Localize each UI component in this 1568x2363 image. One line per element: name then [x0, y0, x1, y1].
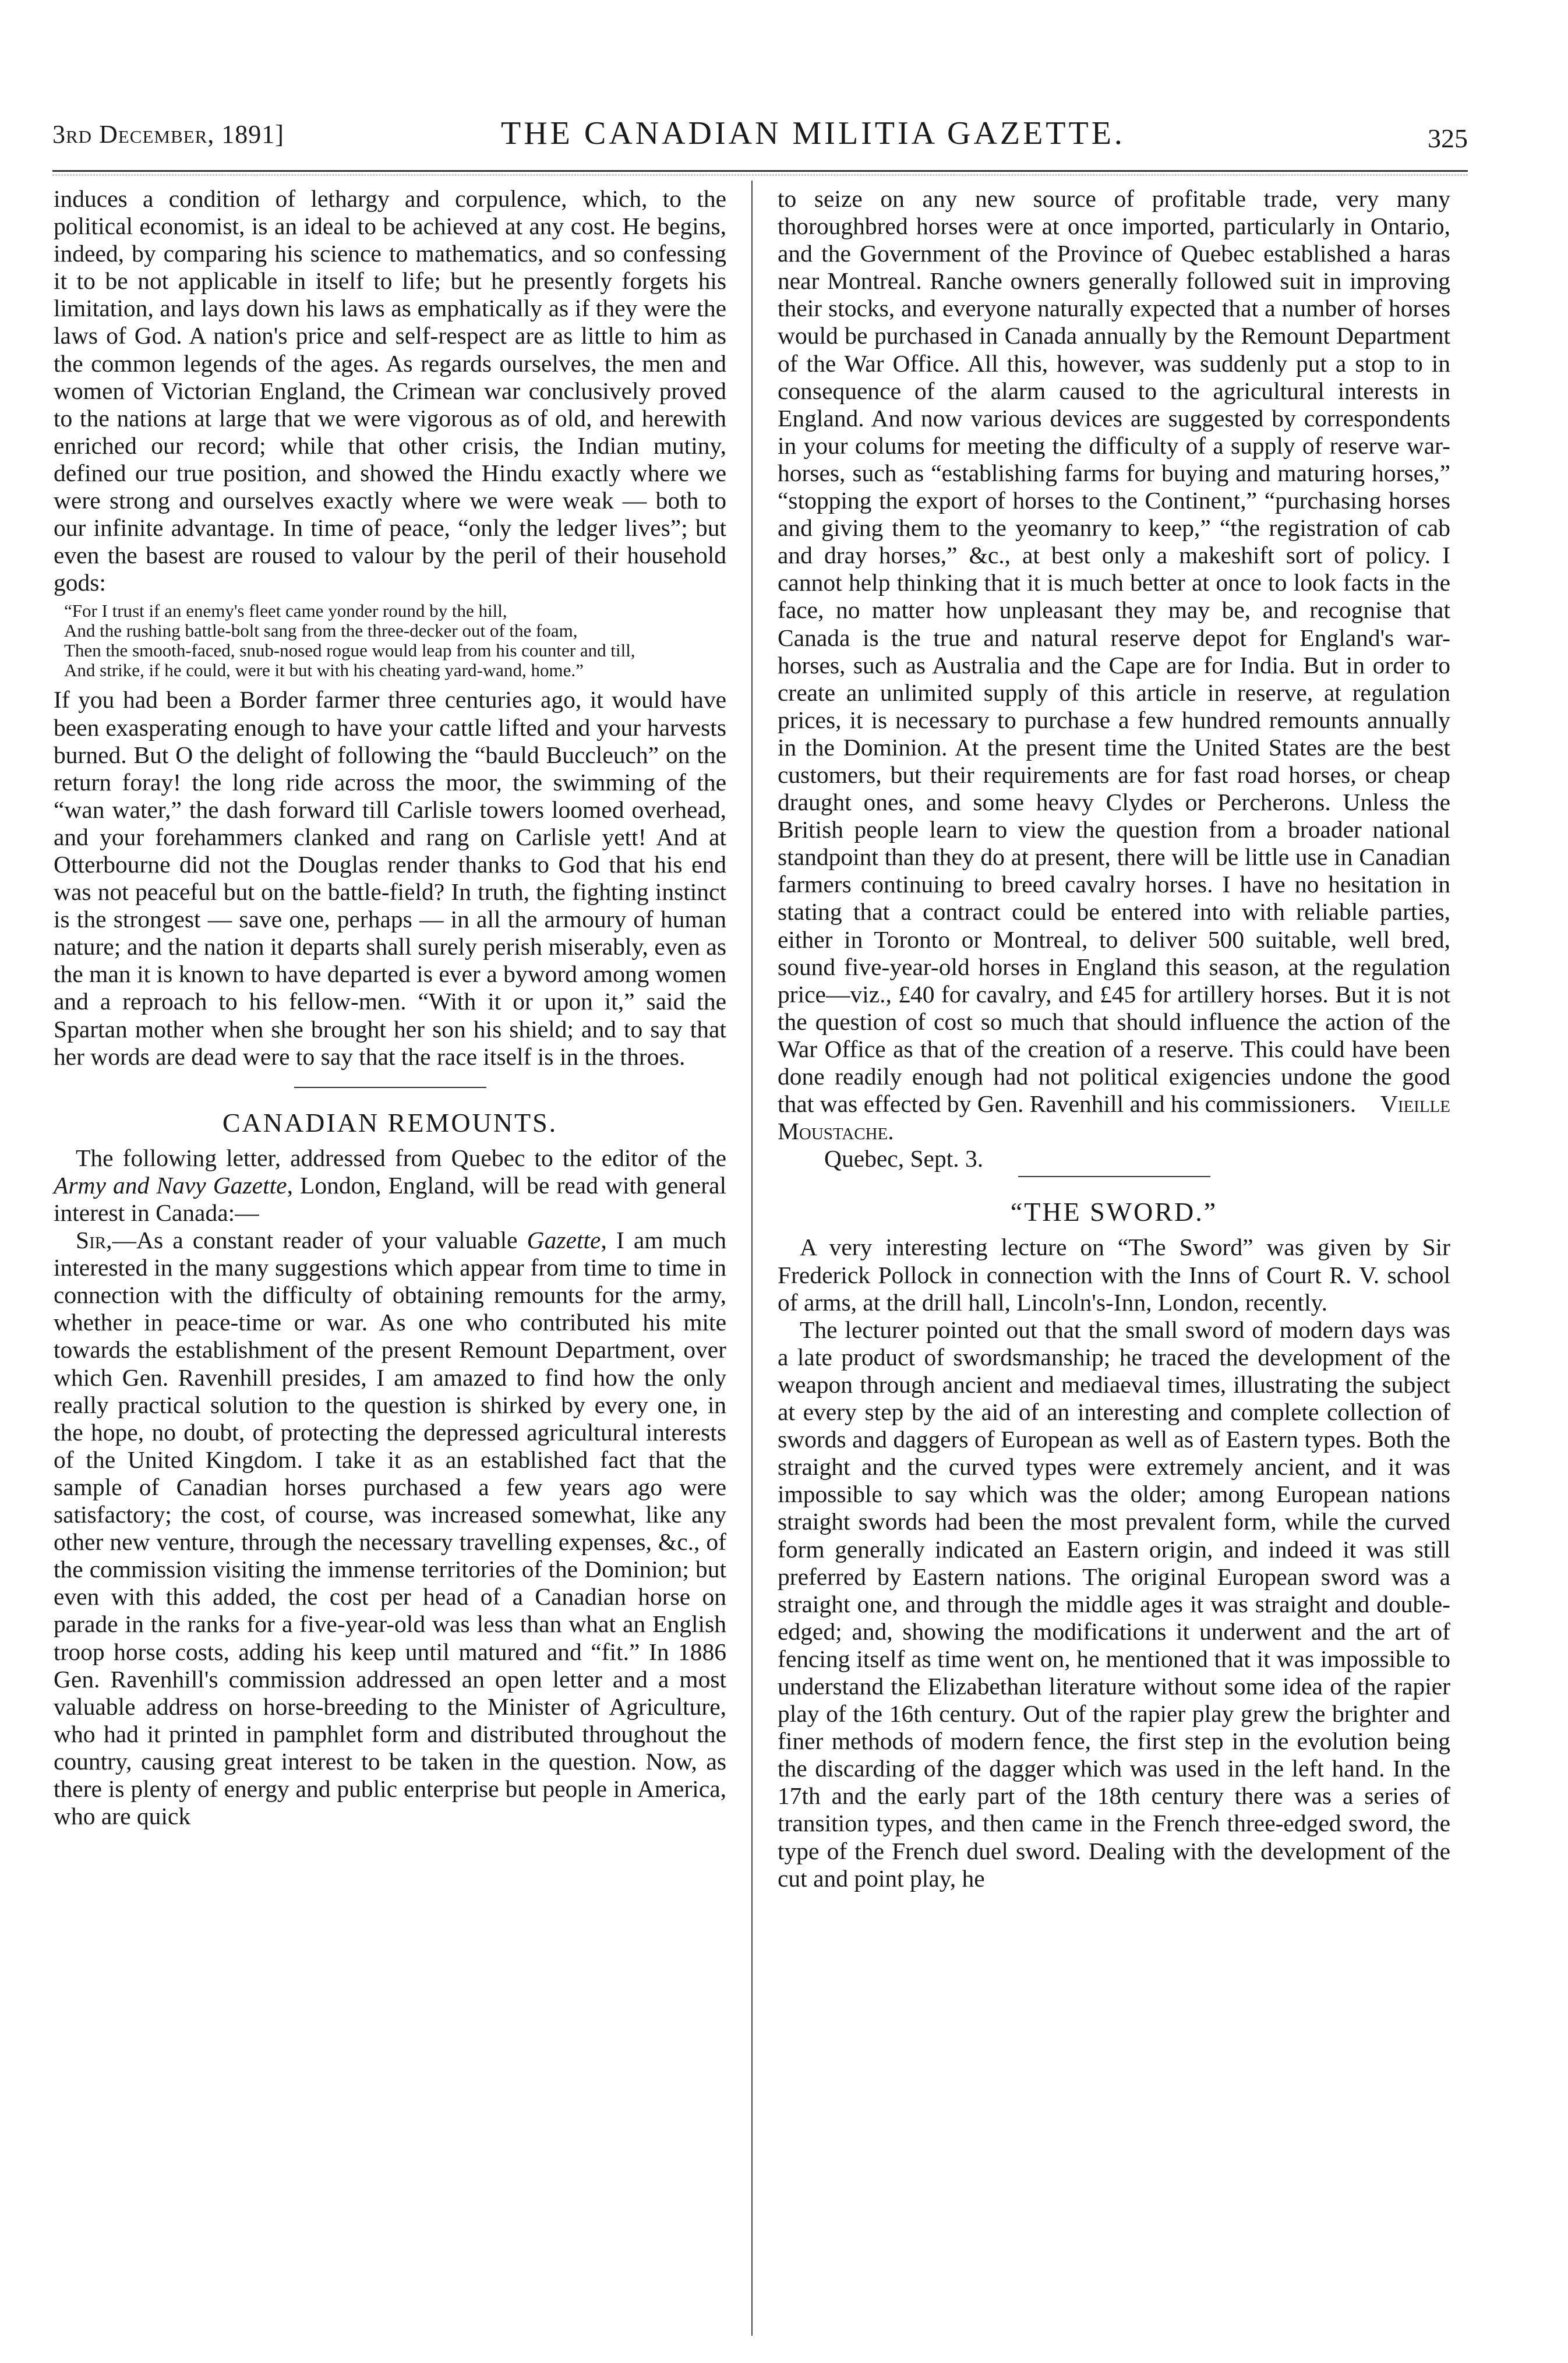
- column-divider: [751, 181, 753, 2336]
- letter-continued: to seize on any new source of profitable trade, very many thoroughbred horses were at once imported, particularly in Ontario, and the Government of the Province of Quebec established a haras near Montreal. Ranche owners generally followed suit in improving their stocks, and everyone naturally expected that a number of horses would be purchased in Canada annually by the Remount Department of the War Office. All this, however, was suddenly put a stop to in consequence of the alarm caused to the agricultural interests in England. And now various devices are suggested by correspondents in your colums for meeting the difficulty of a supply of reserve war-horses, such as “establishing farms for buying and maturing horses,” “stopping the export of horses to the Continent,” “purchasing horses and giving them to the yeomanry to keep,” “the registration of cab and dray horses,” &c., at best only a makeshift sort of policy. I cannot help thinking that it is much better at once to look facts in the face, no matter how unpleasant they may be, and recognise that Canada is the true and natural reserve depot for England's war-horses, such as Australia and the Cape are for India. But in order to create an unlimited supply of this article in reserve, at regulation prices, it is necessary to purchase a few hundred remounts annually in the Dominion. At the present time the United States are the best customers, but their requirements are for fast road horses, or cheap draught ones, and some heavy Clydes or Percherons. Unless the British people learn to view the question from a broader national standpoint than they do at present, there will be little use in Canadian farmers continuing to breed cavalry horses. I have no hesitation in stating that a contract could be entered into with reliable parties, either in Toronto or Montreal, to deliver 500 suitable, well bred, sound five-year-old horses in England this season, at the regulation price—viz., £40 for cavalry, and £45 for artillery horses. But it is not the question of cost so much that should influence the action of the War Office as that of the creation of a reserve. This could have been done readily enough had not political exigencies undone the good that was effected by Gen. Ravenhill and his commissioners. Vieille Moustache.: [778, 185, 1450, 1145]
- letter-dateline: Quebec, Sept. 3.: [824, 1145, 984, 1172]
- intro-paragraph: induces a condition of lethargy and corpulence, which, to the political economist, is an ideal to be achieved at any cost. He begins, indeed, by comparing his science to mathematics, and so confessing it to be not applicable in itself to life; but he presently forgets his limitation, and lays down his laws as emphatically as if they were the laws of God. A nation's price and self-respect are as little to him as the common legends of the ages. As regards ourselves, the men and women of Victorian England, the Crimean war conclusively proved to the nations at large that we were vigorous as of old, and herewith enriched our record; while that other crisis, the Indian mutiny, defined our true position, and showed the Hindu exactly where we were strong and ourselves exactly where we were weak — both to our infinite advantage. In time of peace, “only the ledger lives”; but even the basest are roused to valour by the peril of their household gods:: [54, 185, 726, 596]
- section-rule: [1018, 1176, 1210, 1177]
- page-header: [52, 115, 1468, 160]
- issue-date: 3rd December, 1891]: [52, 120, 284, 149]
- poem-line: Then the smooth-faced, snub-nosed rogue would leap from his counter and till,: [64, 640, 635, 661]
- sword-paragraph: A very interesting lecture on “The Sword” was given by Sir Frederick Pollock in connection with the Inns of Court R. V. school of arms, at the drill hall, Lincoln's-Inn, London, recently.: [778, 1234, 1450, 1316]
- right-column: [778, 185, 1450, 1892]
- letter-salutation: Sir,: [76, 1227, 112, 1254]
- sword-heading: “THE SWORD.”: [1010, 1197, 1218, 1227]
- poem-line: And strike, if he could, were it but with his cheating yard-wand, home.”: [64, 660, 584, 681]
- border-paragraph: If you had been a Border farmer three centuries ago, it would have been exasperating enough to have your cattle lifted and your harvests burned. But O the delight of following the “bauld Buccleuch” on the return foray! the long ride across the moor, the swimming of the “wan water,” the dash forward till Carlisle towers loomed overhead, and your forehammers clanked and rang on Carlisle yett! And at Otterbourne did not the Douglas render thanks to God that his end was not peaceful but on the battle-field? In truth, the fighting instinct is the strongest — save one, perhaps — in all the armoury of human nature; and the nation it departs shall surely perish miserably, even as the man it is known to have departed is ever a byword among women and a reproach to his fellow-men. “With it or upon it,” said the Spartan mother when she brought her son his shield; and to say that her words are dead were to say that the race itself is in the throes.: [54, 686, 726, 1070]
- poem-line: And the rushing battle-bolt sang from the three-decker out of the foam,: [64, 620, 578, 641]
- page-number: 325: [1428, 123, 1468, 153]
- left-column: [54, 185, 726, 1830]
- remounts-intro: The following letter, addressed from Quebec to the editor of the Army and Navy Gazette, London, England, will be read with general interest in Canada:—: [54, 1144, 726, 1226]
- sword-paragraph: The lecturer pointed out that the small sword of modern days was a late product of swordsmanship; he traced the development of the weapon through ancient and mediaeval times, illustrating the subject at every step by the aid of an interesting and complete collection of swords and daggers of European as well as of Eastern types. Both the straight and the curved types were extremely ancient, and it was impossible to say which was the older; among European nations straight swords had been the most prevalent form, while the curved form generally indicated an Eastern origin, and indeed it was still preferred by Eastern nations. The original European sword was a straight one, and through the middle ages it was straight and double-edged; and, showing the modifications it underwent and the art of fencing itself as time went on, he mentioned that it was impossible to understand the Elizabethan literature without some idea of the rapier play of the 16th century. Out of the rapier play grew the brighter and finer methods of modern fence, the first step in the evolution being the discarding of the dagger which was used in the left hand. In the 17th and the early part of the 18th century there was a series of transition types, and then came in the French three-edged sword, the type of the French duel sword. Dealing with the development of the cut and point play, he: [778, 1316, 1450, 1892]
- letter-body: Sir,—As a constant reader of your valuable Gazette, I am much interested in the many suggestions which appear from time to time in connection with the difficulty of obtaining remounts for the army, whether in peace-time or war. As one who contributed his mite towards the establishment of the present Remount Department, over which Gen. Ravenhill presides, I am amazed to find how the only really practical solution to the question is shirked by every one, in the hope, no doubt, of protecting the depressed agricultural interests of the United Kingdom. I take it as an established fact that the sample of Canadian horses purchased a few years ago were satisfactory; the cost, of course, was increased somewhat, like any other new venture, through the necessary travelling expenses, &c., of the commission visiting the immense territories of the Dominion; but even with this added, the cost per head of a Canadian horse on parade in the ranks for a five-year-old was less than what an English troop horse costs, adding his keep until matured and “fit.” In 1886 Gen. Ravenhill's commission addressed an open letter and a most valuable address on horse-breeding to the Minister of Agriculture, who had it printed in pamphlet form and distributed throughout the country, causing great interest to be taken in the question. Now, as there is plenty of energy and public enterprise but people in America, who are quick: [54, 1227, 726, 1830]
- section-rule: [294, 1087, 486, 1088]
- gazette-title: Gazette: [527, 1227, 601, 1254]
- remounts-heading: CANADIAN REMOUNTS.: [222, 1107, 558, 1138]
- poem-line: “For I trust if an enemy's fleet came yonder round by the hill,: [64, 601, 507, 621]
- poem-quote: [54, 601, 726, 680]
- header-rule: [52, 170, 1468, 172]
- masthead-title: THE CANADIAN MILITIA GAZETTE.: [501, 115, 1125, 151]
- letter-signature: Vieille Moustache.: [778, 1090, 1450, 1145]
- journal-title: Army and Navy Gazette: [54, 1171, 287, 1199]
